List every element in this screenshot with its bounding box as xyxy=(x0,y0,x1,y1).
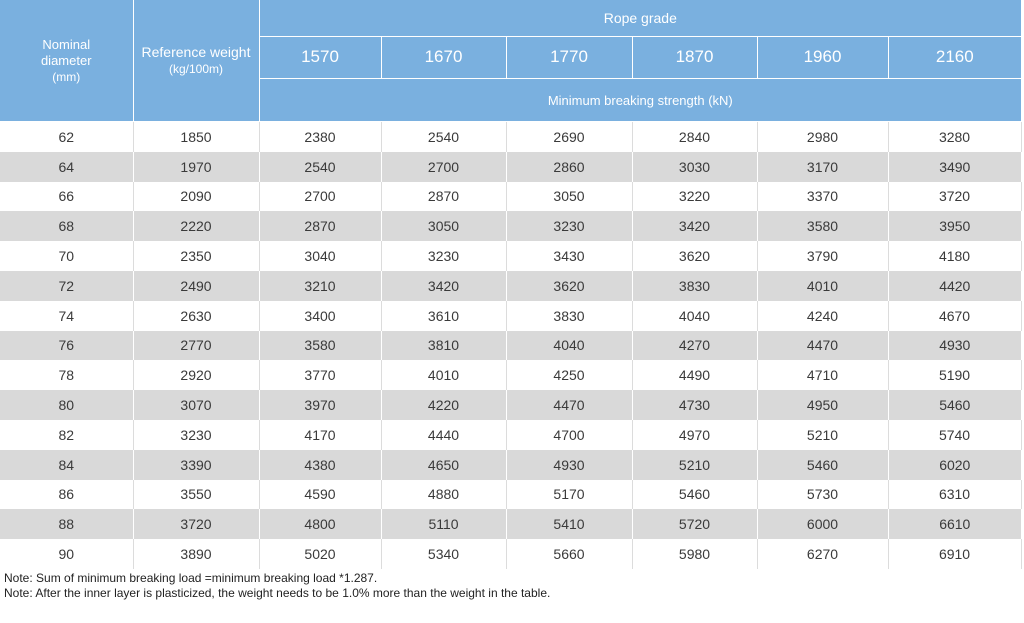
cell-breaking-strength: 3050 xyxy=(506,182,632,212)
table-row xyxy=(0,241,1021,271)
cell-breaking-strength: 2870 xyxy=(259,211,381,241)
cell-breaking-strength: 2700 xyxy=(259,182,381,212)
header-grade-1870: 1870 xyxy=(632,36,757,79)
header-reference-weight xyxy=(133,0,259,122)
cell-reference-weight: 2920 xyxy=(133,360,259,390)
cell-breaking-strength: 5340 xyxy=(381,539,506,569)
cell-breaking-strength: 3620 xyxy=(506,271,632,301)
cell-nominal-diameter: 64 xyxy=(0,152,133,182)
table-row xyxy=(0,420,1021,450)
table-row xyxy=(0,450,1021,480)
cell-breaking-strength: 6020 xyxy=(888,450,1021,480)
cell-breaking-strength: 5980 xyxy=(632,539,757,569)
header-grade-2160: 2160 xyxy=(888,36,1021,79)
cell-breaking-strength: 5210 xyxy=(757,420,888,450)
header-min-breaking-strength: Minimum breaking strength (kN) xyxy=(259,79,1021,122)
header-nominal-line-2: diameter xyxy=(40,52,92,68)
table-row xyxy=(0,211,1021,241)
cell-breaking-strength: 4040 xyxy=(506,331,632,361)
cell-breaking-strength: 4950 xyxy=(757,390,888,420)
cell-breaking-strength: 4240 xyxy=(757,301,888,331)
cell-breaking-strength: 5020 xyxy=(259,539,381,569)
cell-breaking-strength: 3030 xyxy=(632,152,757,182)
cell-breaking-strength: 4800 xyxy=(259,509,381,539)
cell-nominal-diameter: 68 xyxy=(0,211,133,241)
cell-breaking-strength: 3210 xyxy=(259,271,381,301)
table-row xyxy=(0,390,1021,420)
cell-breaking-strength: 3420 xyxy=(632,211,757,241)
cell-breaking-strength: 3170 xyxy=(757,152,888,182)
cell-reference-weight: 3390 xyxy=(133,450,259,480)
cell-breaking-strength: 2690 xyxy=(506,122,632,152)
cell-reference-weight: 2350 xyxy=(133,241,259,271)
cell-breaking-strength: 5110 xyxy=(381,509,506,539)
cell-breaking-strength: 3970 xyxy=(259,390,381,420)
cell-breaking-strength: 5720 xyxy=(632,509,757,539)
cell-breaking-strength: 4270 xyxy=(632,331,757,361)
cell-breaking-strength: 4930 xyxy=(506,450,632,480)
cell-breaking-strength: 4930 xyxy=(888,331,1021,361)
header-nominal-diameter xyxy=(0,0,133,122)
cell-reference-weight: 3230 xyxy=(133,420,259,450)
cell-reference-weight: 2490 xyxy=(133,271,259,301)
cell-nominal-diameter: 80 xyxy=(0,390,133,420)
cell-breaking-strength: 4170 xyxy=(259,420,381,450)
header-nominal-line-1: Nominal xyxy=(42,36,91,52)
cell-breaking-strength: 4040 xyxy=(632,301,757,331)
cell-breaking-strength: 4670 xyxy=(888,301,1021,331)
cell-breaking-strength: 3720 xyxy=(888,182,1021,212)
cell-reference-weight: 2770 xyxy=(133,331,259,361)
cell-breaking-strength: 3830 xyxy=(506,301,632,331)
cell-reference-weight: 1850 xyxy=(133,122,259,152)
cell-breaking-strength: 6270 xyxy=(757,539,888,569)
header-reference-line-2: (kg/100m) xyxy=(168,61,224,76)
cell-breaking-strength: 6000 xyxy=(757,509,888,539)
cell-breaking-strength: 2380 xyxy=(259,122,381,152)
header-nominal-line-3: (mm) xyxy=(52,69,81,84)
cell-reference-weight: 3550 xyxy=(133,480,259,510)
cell-breaking-strength: 5190 xyxy=(888,360,1021,390)
cell-breaking-strength: 3230 xyxy=(381,241,506,271)
cell-breaking-strength: 2980 xyxy=(757,122,888,152)
cell-breaking-strength: 4250 xyxy=(506,360,632,390)
note-line-1: Note: Sum of minimum breaking load =minimum breaking load *1.287. xyxy=(4,570,378,585)
table-header xyxy=(0,0,1021,122)
cell-breaking-strength: 4420 xyxy=(888,271,1021,301)
table-row xyxy=(0,152,1021,182)
cell-breaking-strength: 4710 xyxy=(757,360,888,390)
cell-reference-weight: 2090 xyxy=(133,182,259,212)
cell-breaking-strength: 4490 xyxy=(632,360,757,390)
cell-nominal-diameter: 74 xyxy=(0,301,133,331)
cell-breaking-strength: 3610 xyxy=(381,301,506,331)
table-row xyxy=(0,509,1021,539)
cell-breaking-strength: 4970 xyxy=(632,420,757,450)
cell-breaking-strength: 3280 xyxy=(888,122,1021,152)
cell-breaking-strength: 3430 xyxy=(506,241,632,271)
cell-breaking-strength: 3790 xyxy=(757,241,888,271)
cell-breaking-strength: 3580 xyxy=(259,331,381,361)
table-row xyxy=(0,271,1021,301)
cell-breaking-strength: 6610 xyxy=(888,509,1021,539)
cell-breaking-strength: 4700 xyxy=(506,420,632,450)
cell-breaking-strength: 2540 xyxy=(259,152,381,182)
cell-nominal-diameter: 62 xyxy=(0,122,133,152)
cell-breaking-strength: 3050 xyxy=(381,211,506,241)
cell-breaking-strength: 4010 xyxy=(381,360,506,390)
cell-breaking-strength: 5460 xyxy=(888,390,1021,420)
cell-nominal-diameter: 84 xyxy=(0,450,133,480)
cell-nominal-diameter: 88 xyxy=(0,509,133,539)
cell-breaking-strength: 4010 xyxy=(757,271,888,301)
cell-breaking-strength: 4180 xyxy=(888,241,1021,271)
cell-breaking-strength: 2840 xyxy=(632,122,757,152)
cell-reference-weight: 3070 xyxy=(133,390,259,420)
cell-breaking-strength: 5460 xyxy=(632,480,757,510)
note-line-2: Note: After the inner layer is plasticized, the weight needs to be 1.0% more than the weight in the table. xyxy=(4,585,551,600)
cell-breaking-strength: 2860 xyxy=(506,152,632,182)
cell-breaking-strength: 5730 xyxy=(757,480,888,510)
cell-nominal-diameter: 86 xyxy=(0,480,133,510)
cell-breaking-strength: 3230 xyxy=(506,211,632,241)
cell-nominal-diameter: 72 xyxy=(0,271,133,301)
cell-breaking-strength: 3950 xyxy=(888,211,1021,241)
table-row xyxy=(0,182,1021,212)
cell-breaking-strength: 3220 xyxy=(632,182,757,212)
cell-breaking-strength: 4590 xyxy=(259,480,381,510)
cell-breaking-strength: 4650 xyxy=(381,450,506,480)
cell-nominal-diameter: 90 xyxy=(0,539,133,569)
cell-breaking-strength: 5410 xyxy=(506,509,632,539)
cell-breaking-strength: 4440 xyxy=(381,420,506,450)
cell-reference-weight: 3720 xyxy=(133,509,259,539)
cell-breaking-strength: 4470 xyxy=(757,331,888,361)
table-row xyxy=(0,122,1021,152)
cell-nominal-diameter: 78 xyxy=(0,360,133,390)
cell-breaking-strength: 3420 xyxy=(381,271,506,301)
cell-reference-weight: 3890 xyxy=(133,539,259,569)
cell-breaking-strength: 5660 xyxy=(506,539,632,569)
cell-breaking-strength: 2540 xyxy=(381,122,506,152)
cell-breaking-strength: 3620 xyxy=(632,241,757,271)
cell-breaking-strength: 4380 xyxy=(259,450,381,480)
header-rope-grade: Rope grade xyxy=(259,0,1021,36)
header-grade-1570: 1570 xyxy=(259,36,381,79)
cell-breaking-strength: 4730 xyxy=(632,390,757,420)
table-body xyxy=(0,122,1021,569)
cell-breaking-strength: 2700 xyxy=(381,152,506,182)
cell-breaking-strength: 5740 xyxy=(888,420,1021,450)
cell-nominal-diameter: 70 xyxy=(0,241,133,271)
cell-breaking-strength: 3580 xyxy=(757,211,888,241)
table-row xyxy=(0,331,1021,361)
cell-breaking-strength: 3400 xyxy=(259,301,381,331)
table-row xyxy=(0,301,1021,331)
table-row xyxy=(0,360,1021,390)
cell-nominal-diameter: 66 xyxy=(0,182,133,212)
notes xyxy=(0,571,1021,601)
cell-breaking-strength: 3810 xyxy=(381,331,506,361)
cell-breaking-strength: 3490 xyxy=(888,152,1021,182)
cell-breaking-strength: 3770 xyxy=(259,360,381,390)
cell-breaking-strength: 4470 xyxy=(506,390,632,420)
cell-nominal-diameter: 82 xyxy=(0,420,133,450)
header-grade-1960: 1960 xyxy=(757,36,888,79)
cell-nominal-diameter: 76 xyxy=(0,331,133,361)
header-grade-1770: 1770 xyxy=(506,36,632,79)
cell-breaking-strength: 5460 xyxy=(757,450,888,480)
cell-breaking-strength: 4220 xyxy=(381,390,506,420)
cell-breaking-strength: 6310 xyxy=(888,480,1021,510)
cell-breaking-strength: 3830 xyxy=(632,271,757,301)
header-grade-1670: 1670 xyxy=(381,36,506,79)
cell-breaking-strength: 5170 xyxy=(506,480,632,510)
header-reference-line-1: Reference weight xyxy=(141,43,251,60)
cell-breaking-strength: 6910 xyxy=(888,539,1021,569)
cell-breaking-strength: 4880 xyxy=(381,480,506,510)
cell-breaking-strength: 2870 xyxy=(381,182,506,212)
table-row xyxy=(0,539,1021,569)
cell-reference-weight: 2220 xyxy=(133,211,259,241)
cell-reference-weight: 2630 xyxy=(133,301,259,331)
cell-breaking-strength: 3370 xyxy=(757,182,888,212)
cell-reference-weight: 1970 xyxy=(133,152,259,182)
cell-breaking-strength: 3040 xyxy=(259,241,381,271)
cell-breaking-strength: 5210 xyxy=(632,450,757,480)
table-row xyxy=(0,480,1021,510)
